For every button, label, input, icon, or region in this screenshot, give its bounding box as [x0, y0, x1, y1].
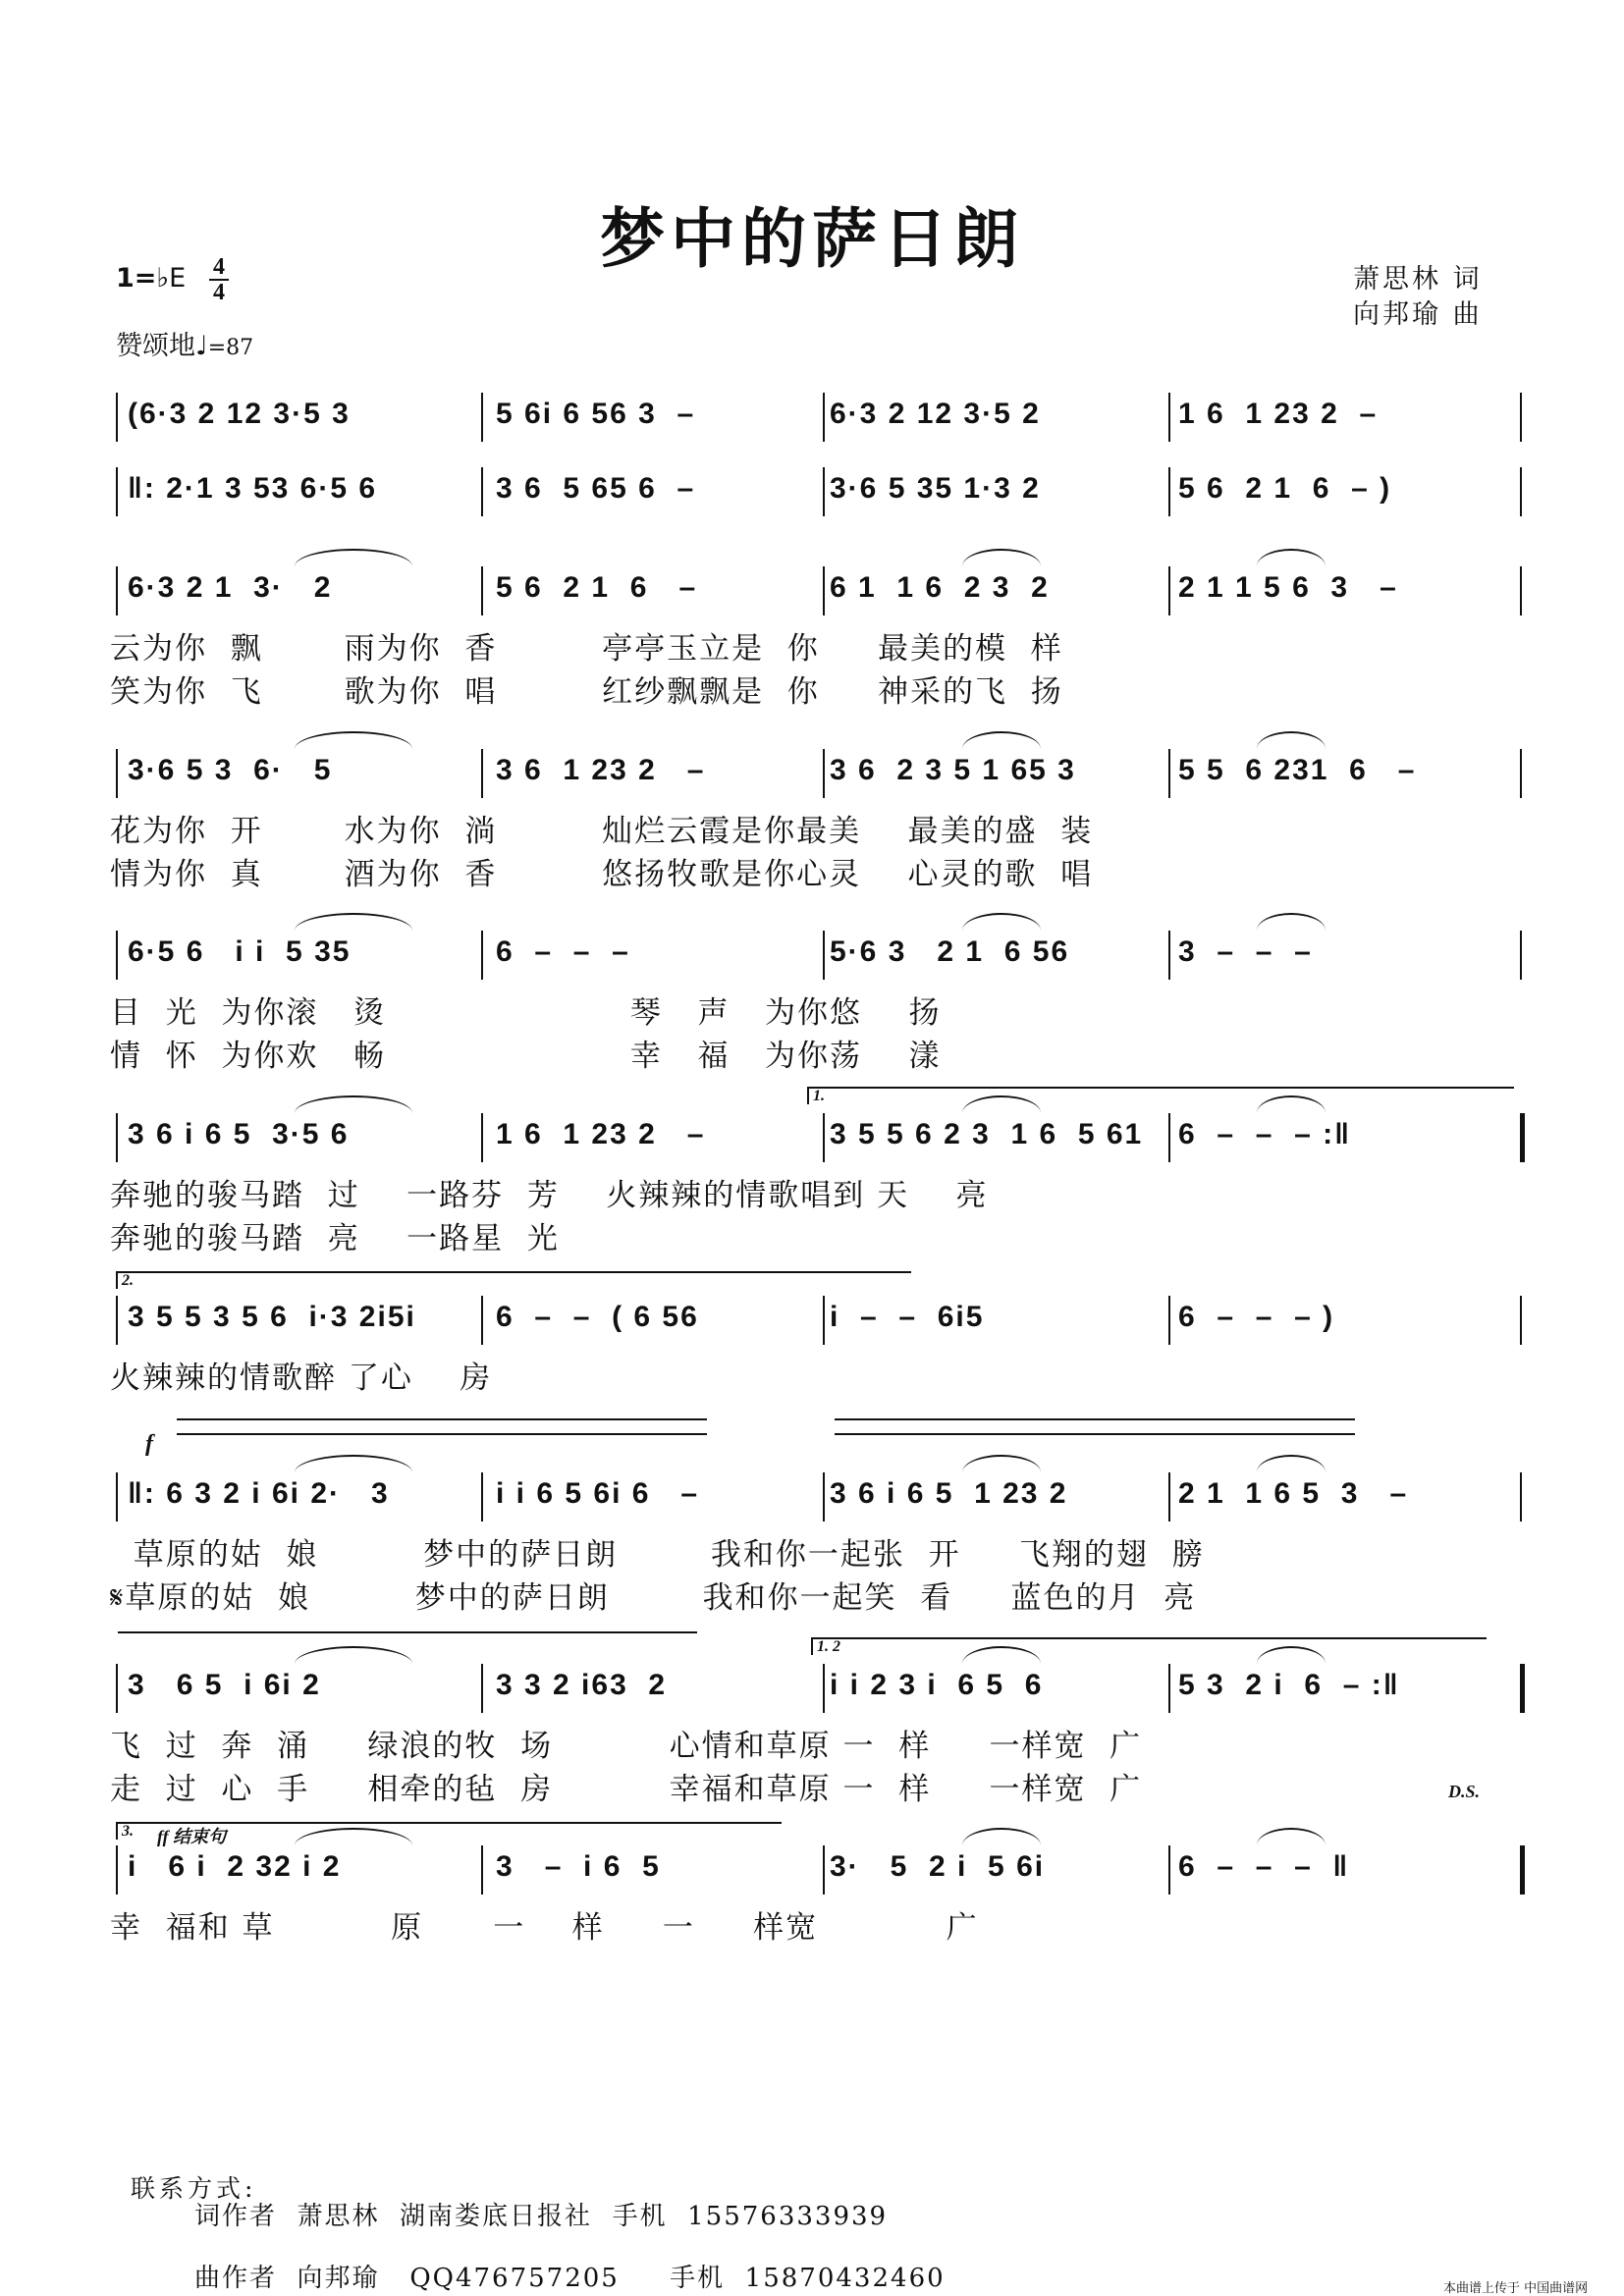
bar-line [823, 393, 825, 442]
section-line-5 [118, 1631, 697, 1633]
note-line [0, 393, 1624, 442]
measure-notes: 5 6 2 1 6 – [496, 571, 698, 604]
measure-notes: i i 2 3 i 6 5 6 [830, 1669, 1044, 1701]
lyric-line: 情 怀 为你欢 畅 幸 福 为你荡 漾 [110, 1039, 942, 1074]
bar-line [481, 931, 483, 980]
ending-third-text: ff 结束句 [157, 1827, 227, 1846]
measure-notes: 3 6 1 23 2 – [496, 754, 706, 786]
measure-notes: 3 – – – [1178, 935, 1313, 968]
bar-line [823, 1296, 825, 1345]
section-line-2 [177, 1433, 707, 1435]
bar-line [481, 1664, 483, 1713]
measure-notes: 5 3 2 i 6 – :‖ [1178, 1669, 1400, 1701]
note-line [0, 1664, 1624, 1713]
bar-line [1520, 1664, 1525, 1713]
bar-line [116, 393, 118, 442]
section-line-1 [177, 1418, 707, 1420]
time-sig-top: 4 [209, 255, 229, 281]
time-signature [209, 255, 229, 304]
bar-line [481, 749, 483, 798]
measure-notes: ‖: 2·1 3 53 6·5 6 [128, 472, 378, 505]
bar-line [1520, 1845, 1525, 1895]
section-line-4 [835, 1433, 1355, 1435]
measure-notes: 3 – i 6 5 [496, 1850, 661, 1883]
bar-line [823, 1113, 825, 1162]
bar-line [116, 1296, 118, 1345]
slur [1257, 1455, 1326, 1472]
measure-notes: 6 – – ( 6 56 [496, 1301, 699, 1333]
contact-lyricist: 词作者 萧思林 湖南娄底日报社 手机 15576333939 [194, 2202, 889, 2231]
footer-source: 本曲谱上传于 中国曲谱网 [1443, 2281, 1589, 2296]
measure-notes: 3 6 i 6 5 1 23 2 [830, 1477, 1068, 1510]
bar-line [1168, 1845, 1170, 1895]
note-line [0, 1845, 1624, 1895]
contact-heading: 联系方式: [131, 2174, 257, 2203]
dynamic-forte: f [145, 1431, 153, 1457]
measure-notes: 5·6 3 2 1 6 56 [830, 935, 1070, 968]
measure-notes: 6 – – – [496, 935, 630, 968]
bar-line [1168, 467, 1170, 516]
bar-line [823, 1845, 825, 1895]
slur [295, 549, 412, 566]
key-signature [116, 263, 186, 294]
measure-notes: 6 1 1 6 2 3 2 [830, 571, 1050, 604]
measure-notes: (6·3 2 12 3·5 3 [128, 398, 351, 430]
ending-bracket-first [807, 1087, 1514, 1104]
lyric-line: 走 过 心 手 相牵的毡 房 幸福和草原 一 样 一样宽 广 [110, 1772, 1143, 1807]
ending-bracket-second [116, 1271, 911, 1289]
lyric-line: 花为你 开 水为你 淌 灿烂云霞是你最美 最美的盛 装 [110, 814, 1094, 849]
slur [962, 731, 1041, 749]
note-line [0, 931, 1624, 980]
measure-notes: 1 6 1 23 2 – [496, 1118, 706, 1150]
measure-notes: 3 6 2 3 5 1 65 3 [830, 754, 1076, 786]
bar-line [481, 1472, 483, 1522]
measure-notes: 3 3 2 i63 2 [496, 1669, 668, 1701]
measure-notes: 1 6 1 23 2 – [1178, 398, 1379, 430]
bar-line [116, 467, 118, 516]
ending-label-first-b: 1. 2 [817, 1638, 840, 1655]
bar-line [1168, 1472, 1170, 1522]
measure-notes: 3·6 5 35 1·3 2 [830, 472, 1041, 505]
bar-line [823, 1472, 825, 1522]
lyric-line: 𝄋草原的姑 娘 梦中的萨日朗 我和你一起笑 看 蓝色的月 亮 [110, 1580, 1197, 1616]
lyric-line: 目 光 为你滚 烫 琴 声 为你悠 扬 [110, 995, 942, 1031]
slur [1257, 913, 1326, 931]
bar-line [116, 1472, 118, 1522]
bar-line [1520, 931, 1522, 980]
measure-notes: i 6 i 2 32 i 2 [128, 1850, 342, 1883]
contact-composer: 曲作者 向邦瑜 QQ476757205 手机 15870432460 [194, 2264, 946, 2293]
slur [295, 1095, 412, 1113]
lyric-line: 奔驰的骏马踏 过 一路芬 芳 火辣辣的情歌唱到 天 亮 [110, 1178, 989, 1213]
time-sig-bottom: 4 [213, 280, 225, 305]
tempo-note-icon: ♩ [195, 331, 208, 361]
bar-line [1168, 1664, 1170, 1713]
bar-line [1520, 1296, 1522, 1345]
measure-notes: 3 6 5 65 6 – [496, 472, 696, 505]
bar-line [1520, 1472, 1522, 1522]
tempo-marking [116, 324, 253, 362]
bar-line [1520, 566, 1522, 615]
bar-line [481, 566, 483, 615]
slur [295, 1646, 412, 1664]
lyric-line: 云为你 飘 雨为你 香 亭亭玉立是 你 最美的模 样 [110, 631, 1063, 667]
measure-notes: i – – 6i5 [830, 1301, 985, 1333]
measure-notes: 6·5 6 i i 5 35 [128, 935, 352, 968]
section-line-3 [835, 1418, 1355, 1420]
bar-line [116, 931, 118, 980]
slur [295, 1455, 412, 1472]
measure-notes: i i 6 5 6i 6 – [496, 1477, 700, 1510]
measure-notes: 5 5 6 231 6 – [1178, 754, 1417, 786]
bar-line [116, 749, 118, 798]
bar-line [481, 1113, 483, 1162]
bar-line [823, 749, 825, 798]
slur [295, 731, 412, 749]
note-line [0, 1296, 1624, 1345]
measure-notes: 6·3 2 1 3· 2 [128, 571, 333, 604]
slur [962, 1455, 1041, 1472]
lyric-line: 幸 福和 草 原 一 样 一 样宽 广 [110, 1910, 979, 1946]
lyric-line: 奔驰的骏马踏 亮 一路星 光 [110, 1221, 560, 1256]
bar-line [481, 1296, 483, 1345]
measure-notes: 6 – – – ) [1178, 1301, 1335, 1333]
tempo-text: 赞颂地 [116, 331, 195, 361]
measure-notes: 3 5 5 6 2 3 1 6 5 61 [830, 1118, 1144, 1150]
measure-notes: 2 1 1 5 6 3 – [1178, 571, 1398, 604]
page-title: 梦中的萨日朗 [600, 200, 1024, 277]
bar-line [1520, 467, 1522, 516]
measure-notes: 5 6 2 1 6 – ) [1178, 472, 1392, 505]
bar-line [1168, 566, 1170, 615]
measure-notes: 3 6 i 6 5 3·5 6 [128, 1118, 350, 1150]
ending-bracket-first-b [811, 1637, 1487, 1655]
ending-label-third: 3. [122, 1823, 134, 1840]
tempo-bpm: =87 [207, 336, 254, 360]
lyric-line: 情为你 真 酒为你 香 悠扬牧歌是你心灵 心灵的歌 唱 [110, 857, 1094, 892]
bar-line [823, 931, 825, 980]
measure-notes: 2 1 1 6 5 3 – [1178, 1477, 1409, 1510]
lyric-line: 火辣辣的情歌醉 了心 房 [110, 1361, 493, 1396]
note-line [0, 1113, 1624, 1162]
key-name: ♭E [156, 263, 187, 294]
bar-line [481, 1845, 483, 1895]
bar-line [116, 1113, 118, 1162]
bar-line [1168, 1296, 1170, 1345]
da-segno-mark: D.S. [1448, 1782, 1481, 1801]
measure-notes: 6·3 2 12 3·5 2 [830, 398, 1041, 430]
slur [962, 913, 1041, 931]
bar-line [1168, 1113, 1170, 1162]
bar-line [1520, 749, 1522, 798]
note-line [0, 1472, 1624, 1522]
slur [1257, 549, 1326, 566]
bar-line [823, 467, 825, 516]
bar-line [1520, 1113, 1525, 1162]
slur [1257, 1828, 1326, 1845]
measure-notes: 6 – – – ‖ [1178, 1850, 1350, 1883]
slur [1257, 731, 1326, 749]
measure-notes: 5 6i 6 56 3 – [496, 398, 696, 430]
lyric-line: 飞 过 奔 涌 绿浪的牧 场 心情和草原 一 样 一样宽 广 [110, 1729, 1143, 1764]
note-line [0, 566, 1624, 615]
lyric-line: 草原的姑 娘 梦中的萨日朗 我和你一起张 开 飞翔的翅 膀 [110, 1537, 1205, 1573]
bar-line [116, 1845, 118, 1895]
bar-line [1168, 393, 1170, 442]
bar-line [116, 1664, 118, 1713]
ending-label-second: 2. [122, 1272, 134, 1289]
bar-line [1168, 749, 1170, 798]
bar-line [116, 566, 118, 615]
bar-line [823, 1664, 825, 1713]
slur [295, 913, 412, 931]
slur [962, 1828, 1041, 1845]
measure-notes: 3· 5 2 i 5 6i [830, 1850, 1046, 1883]
composer-credit: 向邦瑜 曲 [1353, 299, 1483, 330]
bar-line [481, 393, 483, 442]
bar-line [1168, 931, 1170, 980]
measure-notes: 3 6 5 i 6i 2 [128, 1669, 321, 1701]
ending-label-first: 1. [813, 1088, 825, 1104]
measure-notes: ‖: 6 3 2 i 6i 2· 3 [128, 1477, 390, 1510]
bar-line [481, 467, 483, 516]
bar-line [1520, 393, 1522, 442]
bar-line [823, 566, 825, 615]
key-label: 1= [116, 263, 157, 294]
measure-notes: 6 – – – :‖ [1178, 1118, 1351, 1150]
lyricist-credit: 萧思林 词 [1353, 264, 1483, 294]
measure-notes: 3·6 5 3 6· 5 [128, 754, 333, 786]
note-line [0, 467, 1624, 516]
measure-notes: 3 5 5 3 5 6 i·3 2i5i [128, 1301, 416, 1333]
slur [962, 549, 1041, 566]
lyric-line: 笑为你 飞 歌为你 唱 红纱飘飘是 你 神采的飞 扬 [110, 674, 1063, 710]
note-line [0, 749, 1624, 798]
